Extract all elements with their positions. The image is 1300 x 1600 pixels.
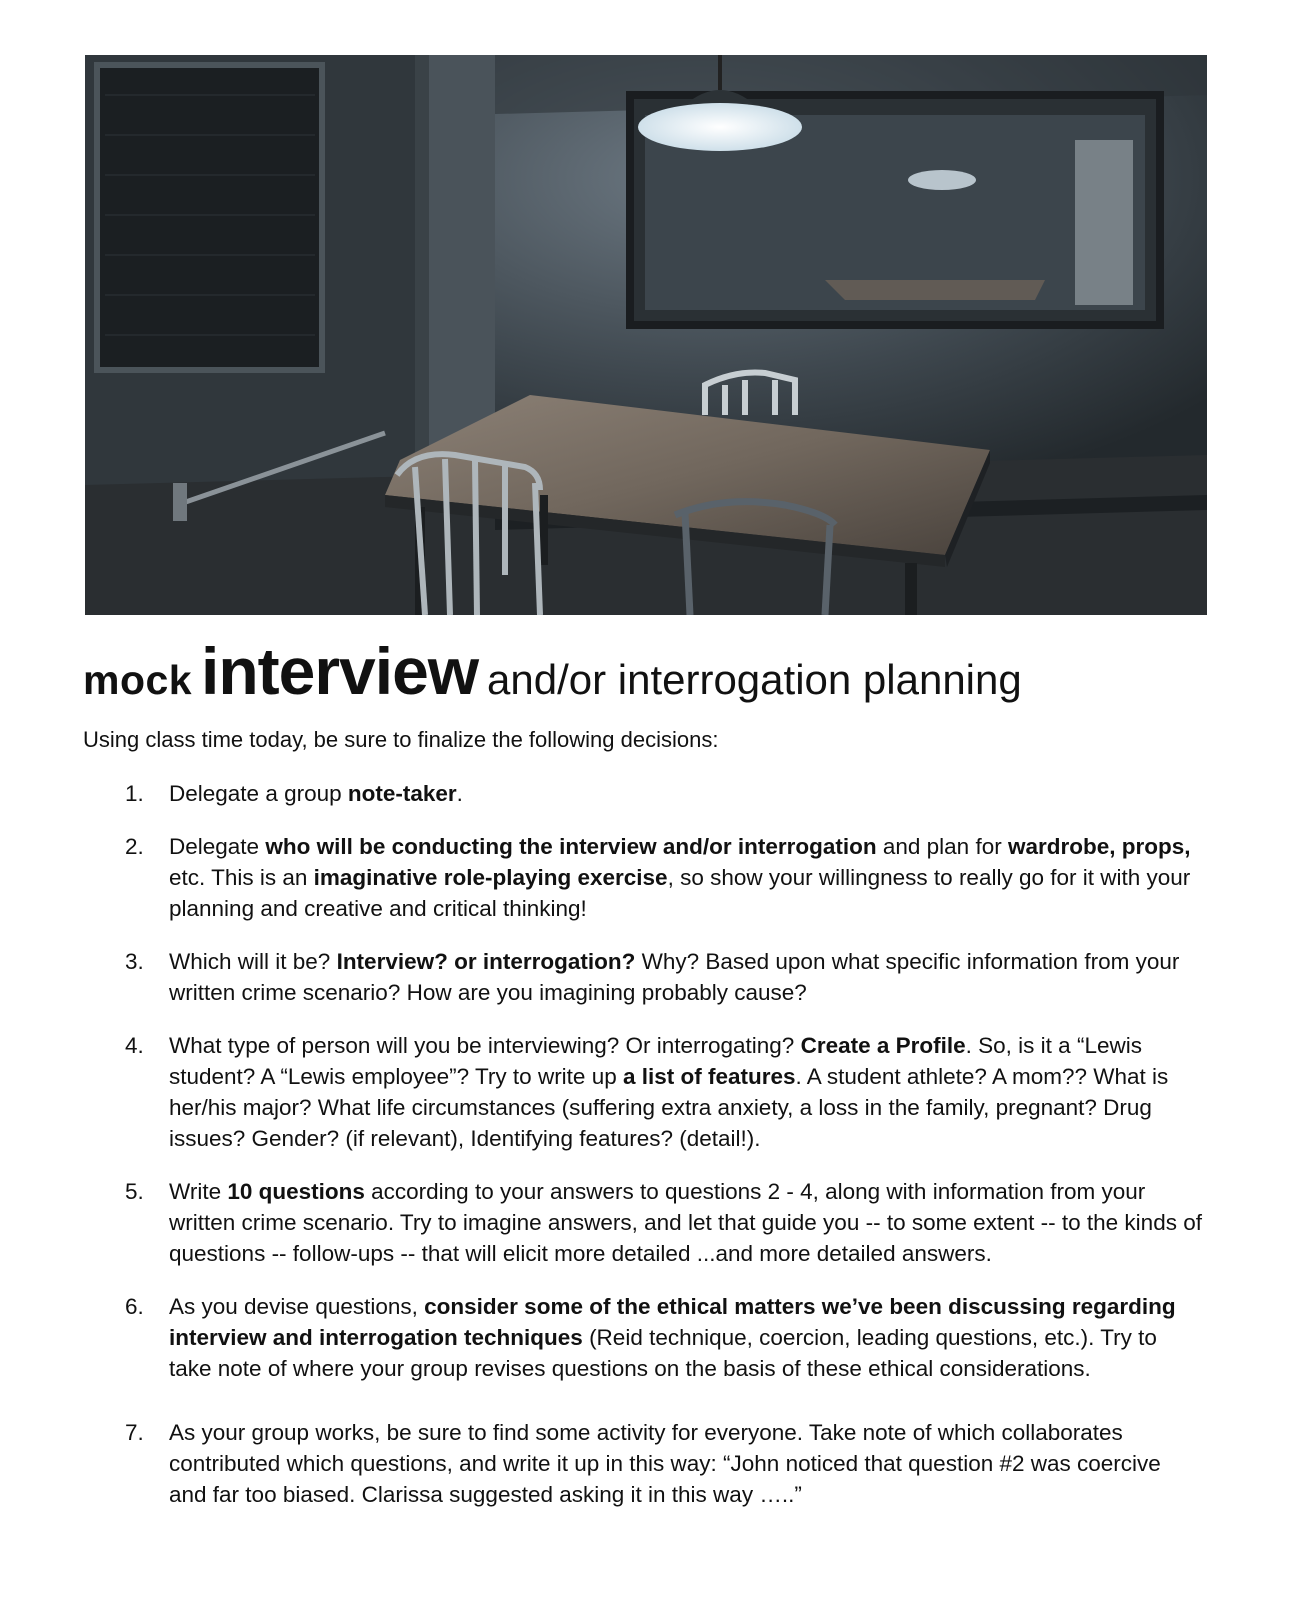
list-item-emphasis: Interview? or interrogation?	[336, 949, 636, 974]
title-rest: and/or interrogation planning	[487, 656, 1022, 703]
list-item-text: (Reid technique, coercion, leading questions, etc.). Try to take note of where your group revises questions on the basis of these ethical considerations.	[169, 1325, 1157, 1381]
list-item-number: 3.	[125, 949, 144, 974]
list-item-text: and plan for	[876, 834, 1008, 859]
list-item-text: Why? Based upon what specific information from your written crime scenario? How are you imagining probably cause?	[169, 949, 1180, 1005]
list-item-emphasis: 10 questions	[227, 1179, 365, 1204]
list-item-text: , so show your willingness to really go for it with your planning and creative and critical thinking!	[169, 865, 1191, 921]
ceiling-lamp	[638, 103, 802, 151]
list-item	[83, 946, 1203, 1008]
list-item-text: . A student athlete? A mom?? What is her/his major? What life circumstances (suffering extra anxiety, a loss in the family, pregnant? Drug issues? Gender? (if relevant), Identifying features? (detail!).	[169, 1064, 1169, 1151]
interrogation-room-illustration	[85, 55, 1207, 615]
intro-text: Using class time today, be sure to finalize the following decisions:	[83, 727, 719, 752]
title-interview: interview	[201, 634, 479, 708]
list-item-emphasis: imaginative role-playing exercise	[313, 865, 668, 890]
interrogation-room-photo	[85, 55, 1207, 615]
list-item-number: 6.	[125, 1294, 144, 1319]
page-title	[83, 634, 1022, 708]
list-item-text: Write	[169, 1179, 228, 1204]
list-item	[83, 1291, 1203, 1384]
list-item	[83, 831, 1203, 924]
steps-list	[83, 778, 1203, 1532]
list-item-text: according to your answers to questions 2 - 4, along with information from your written crime scenario. Try to imagine answers, and let that guide you -- to some extent -- to the kinds of questions -- follow-ups -- that will elicit more detailed ...and more detailed answers.	[169, 1179, 1202, 1266]
list-item-text: etc. This is an	[169, 865, 314, 890]
list-item-text: As you devise questions,	[169, 1294, 425, 1319]
list-item-number: 7.	[125, 1420, 144, 1445]
list-item-text: As your group works, be sure to find some activity for everyone. Take note of which collaborates contributed which questions, and write it up in this way: “John noticed that question #2 was coercive and far too biased. Clarissa suggested asking it in this way …..”	[169, 1420, 1161, 1507]
list-item-text: Delegate a group	[169, 781, 348, 806]
list-item-emphasis: who will be conducting the interview and/or interrogation	[265, 834, 877, 859]
list-item-text: What type of person will you be interviewing? Or interrogating?	[169, 1033, 801, 1058]
title-mock: mock	[83, 657, 193, 703]
list-item	[83, 1030, 1203, 1154]
list-item-emphasis: note-taker	[347, 781, 457, 806]
list-item-emphasis: consider some of the ethical matters we’ve been discussing regarding interview and interrogation techniques	[169, 1294, 1176, 1350]
list-item-number: 2.	[125, 834, 144, 859]
list-item-text: .	[456, 781, 463, 806]
list-item-emphasis: Create a Profile	[800, 1033, 966, 1058]
list-item	[83, 1176, 1203, 1269]
list-item	[83, 1417, 1203, 1510]
list-item-text: Delegate	[169, 834, 266, 859]
list-item-text: . So, is it a “Lewis student? A “Lewis employee”? Try to write up	[169, 1033, 1142, 1089]
list-item	[83, 778, 1203, 809]
list-item-emphasis: wardrobe, props,	[1007, 834, 1191, 859]
list-item-text: Which will it be?	[169, 949, 337, 974]
list-item-number: 1.	[125, 781, 144, 806]
list-item-number: 5.	[125, 1179, 144, 1204]
list-item-emphasis: a list of features	[622, 1064, 796, 1089]
list-item-number: 4.	[125, 1033, 144, 1058]
wall-grate	[97, 65, 322, 370]
